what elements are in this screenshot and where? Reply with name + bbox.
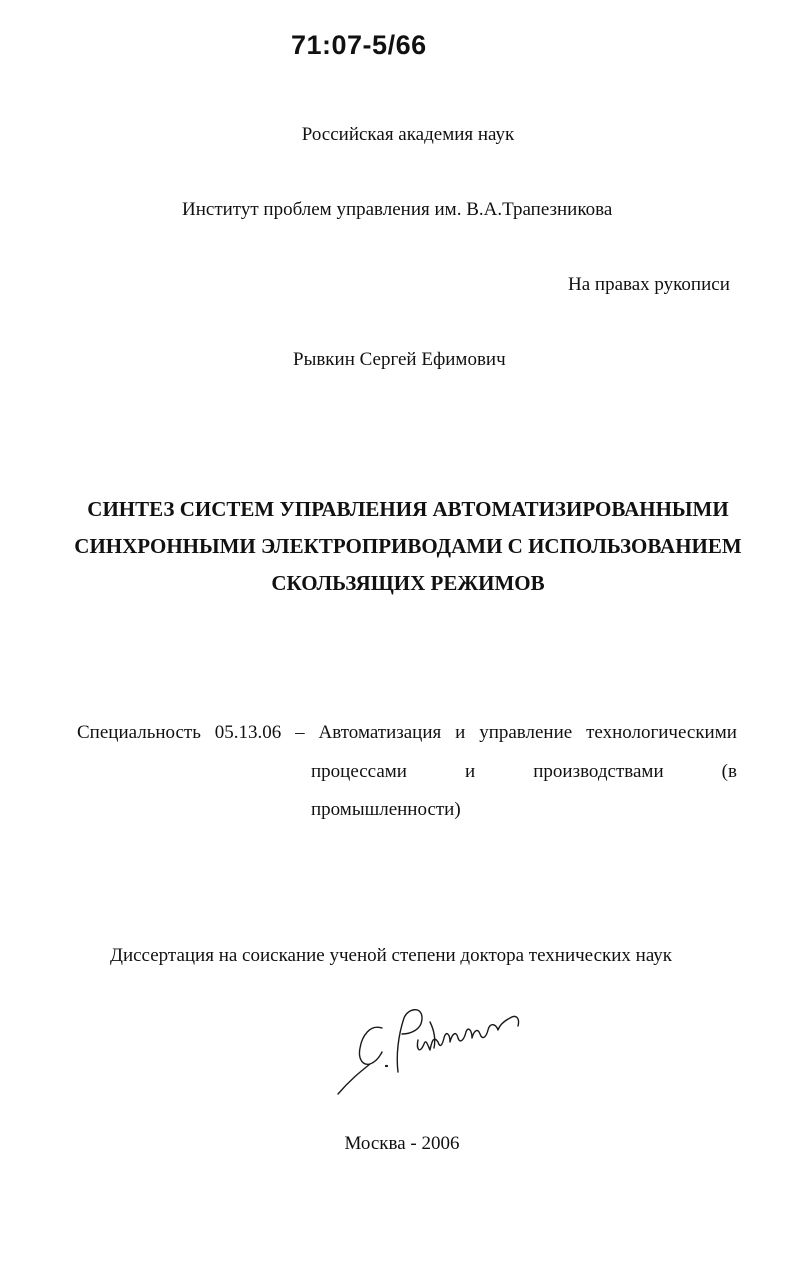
institute-name: Институт проблем управления им. В.А.Трапезникова — [182, 199, 613, 220]
specialty-word: и — [465, 761, 476, 782]
title-line-3: СКОЛЬЗЯЩИХ РЕЖИМОВ — [271, 571, 545, 595]
specialty-line-2 — [311, 761, 737, 783]
organization-name: Российская академия наук — [301, 124, 515, 145]
dissertation-title — [60, 491, 756, 602]
title-line-2: СИНХРОННЫМИ ЭЛЕКТРОПРИВОДАМИ С ИСПОЛЬЗОВАНИЕМ — [74, 534, 742, 558]
specialty-word: производствами — [533, 761, 664, 782]
specialty-word: Автоматизация — [318, 722, 442, 743]
catalog-code: 71:07-5/66 — [291, 30, 427, 60]
specialty-word: 05.13.06 — [214, 722, 282, 743]
author-signature — [330, 1000, 545, 1100]
title-line-1: СИНТЕЗ СИСТЕМ УПРАВЛЕНИЯ АВТОМАТИЗИРОВАННЫМИ — [87, 497, 729, 521]
author-name: Рывкин Сергей Ефимович — [293, 349, 506, 370]
specialty-word: и — [455, 722, 466, 743]
specialty-line-3: промышленности) — [311, 799, 461, 820]
specialty-word: Специальность — [77, 722, 201, 743]
manuscript-rights-note: На правах рукописи — [568, 274, 730, 295]
specialty-word: – — [295, 722, 305, 743]
specialty-word: управление — [479, 722, 573, 743]
specialty-word: (в — [721, 761, 737, 782]
dissertation-degree-note: Диссертация на соискание ученой степени доктора технических наук — [110, 945, 673, 966]
specialty-word: процессами — [311, 761, 407, 782]
specialty-line-1 — [77, 722, 737, 744]
specialty-word: технологическими — [586, 722, 737, 743]
place-and-year: Москва - 2006 — [344, 1133, 460, 1154]
